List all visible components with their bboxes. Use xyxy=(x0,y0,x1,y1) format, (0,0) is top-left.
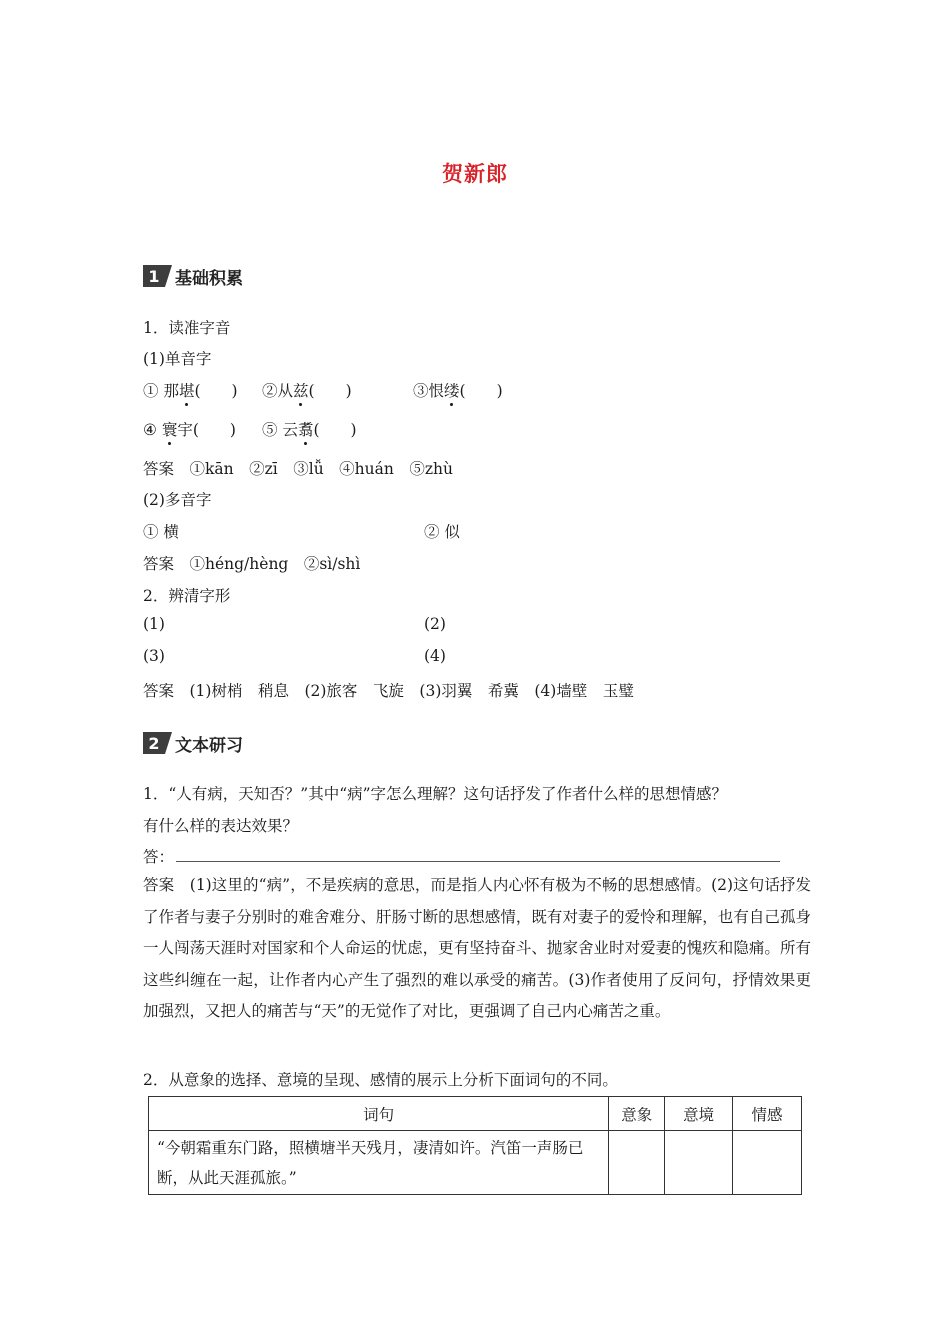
form-item-2: (2) xyxy=(424,615,446,633)
section-title: 基础积累 xyxy=(175,268,243,289)
pinyin-item-1: ① 那堪( ) xyxy=(143,379,238,401)
form-item-4: (4) xyxy=(424,647,446,665)
answer-blank[interactable] xyxy=(143,845,780,867)
dotted-char: 寰 xyxy=(162,418,178,440)
sub-heading: (1)单音字 xyxy=(143,350,212,368)
page-title: 贺新郎 xyxy=(442,161,508,186)
dotted-char: 兹 xyxy=(293,379,309,401)
pinyin-item-4: ④ 寰宇( ) xyxy=(143,418,236,440)
section-number-badge: 1 xyxy=(143,265,165,287)
answer-forms: 答案 (1)树梢 稍息 (2)旅客 飞旋 (3)羽翼 希冀 (4)墙壁 玉璧 xyxy=(143,682,634,700)
polyphone-item-1: ① 横 xyxy=(143,523,179,541)
answer-prompt: 答： xyxy=(143,848,175,866)
answer-underline xyxy=(176,847,780,862)
question-line: 1．“人有病，天知否？”其中“病”字怎么理解？这句话抒发了作者什么样的思想情感？ xyxy=(143,785,728,803)
dotted-char: 翥 xyxy=(298,418,314,440)
table-header: 情感 xyxy=(733,1097,802,1131)
table-row xyxy=(149,1131,802,1195)
dotted-char: 缕 xyxy=(444,379,460,401)
section-number-badge: 2 xyxy=(143,732,165,754)
section-header-basics xyxy=(143,264,243,288)
table-cell-blank[interactable] xyxy=(665,1131,733,1195)
question-line: 有什么样的表达效果？ xyxy=(143,817,299,835)
table-header: 意境 xyxy=(665,1097,733,1131)
pinyin-item-5: ⑤ 云翥( ) xyxy=(262,418,357,440)
table-cell-poem: “今朝霜重东门路，照横塘半天残月，凄清如许。汽笛一声肠已断，从此天涯孤旅。” xyxy=(149,1131,609,1195)
analysis-table xyxy=(148,1096,802,1195)
section-title: 文本研习 xyxy=(175,735,243,756)
form-item-3: (3) xyxy=(143,647,165,665)
pinyin-item-2: ②从兹( ) xyxy=(262,379,352,401)
section-header-text-study xyxy=(143,731,243,755)
answer-paragraph: 答案 (1)这里的“病”，不是疾病的意思，而是指人内心怀有极为不畅的思想感情。(2)这句话抒发了作者与妻子分别时的难舍难分、肝肠寸断的思想感情，既有对妻子的爱怜和理解，也有自己孤身一人闯荡天涯时对国家和个人命运的忧虑，更有坚持奋斗、抛家舍业时对爱妻的愧疚和隐痛。所有这些纠缠在一起，让作者内心产生了强烈的难以承受的痛苦。(3)作者使用了反问句，抒情效果更加强烈，又把人的痛苦与“天”的无觉作了对比，更强调了自己内心痛苦之重。 xyxy=(143,876,811,1020)
table-header: 词句 xyxy=(149,1097,609,1131)
pinyin-item-3: ③恨缕( ) xyxy=(413,379,503,401)
table-cell-blank[interactable] xyxy=(733,1131,802,1195)
table-cell-blank[interactable] xyxy=(609,1131,665,1195)
dotted-char: 堪 xyxy=(179,379,195,401)
answer-pinyin: 答案 ①kān ②zī ③lǚ ④huán ⑤zhù xyxy=(143,460,454,478)
form-item-1: (1) xyxy=(143,615,165,633)
table-header: 意象 xyxy=(609,1097,665,1131)
polyphone-item-2: ② 似 xyxy=(424,523,460,541)
question-title: 2．辨清字形 xyxy=(143,587,231,605)
answer-polyphone: 答案 ①héng/hèng ②sì/shì xyxy=(143,555,361,573)
table-header-row xyxy=(149,1097,802,1131)
question-title: 2．从意象的选择、意境的呈现、感情的展示上分析下面词句的不同。 xyxy=(143,1071,618,1089)
question-title: 1．读准字音 xyxy=(143,319,231,337)
sub-heading: (2)多音字 xyxy=(143,491,212,509)
